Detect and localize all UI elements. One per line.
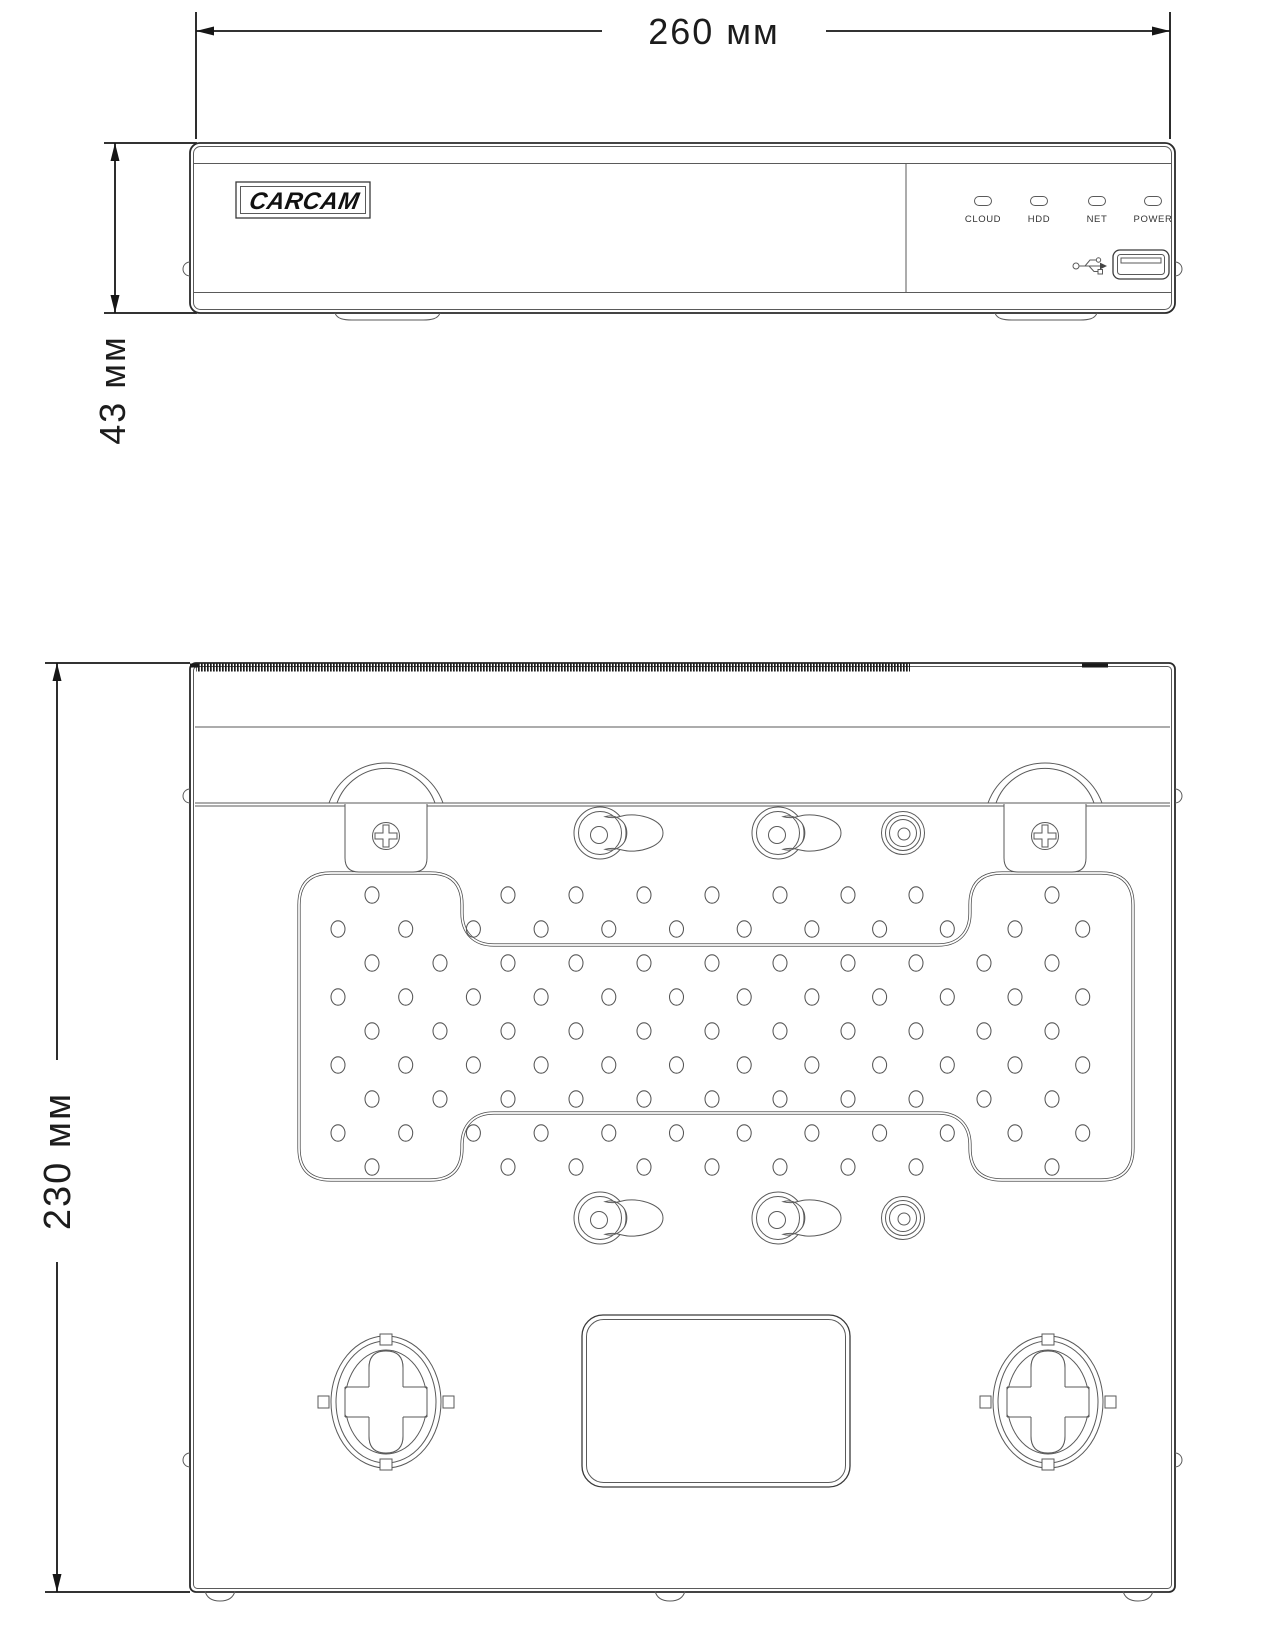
front-chassis-outline <box>190 143 1175 313</box>
arrowhead-down-icon <box>111 295 120 313</box>
left-edge-nub <box>183 789 190 803</box>
dimension-height <box>92 143 197 445</box>
dimension-depth <box>37 663 190 1592</box>
arrowhead-up-icon <box>53 663 62 681</box>
front-foot-right <box>995 313 1097 320</box>
right-edge-nub <box>1175 262 1182 276</box>
arrowhead-up-icon <box>111 143 120 161</box>
right-edge-nub <box>1175 789 1182 803</box>
led-label-hdd: HDD <box>1027 214 1051 225</box>
led-label-cloud: CLOUD <box>964 214 1002 225</box>
bottom-view <box>183 663 1182 1601</box>
width-dimension-label: 260 мм <box>648 11 780 52</box>
front-foot-left <box>335 313 440 320</box>
dimension-width <box>196 11 1170 139</box>
rear-edge-dash-right <box>1082 664 1108 668</box>
rear-edge-dash-left <box>190 664 198 668</box>
front-view <box>183 143 1182 320</box>
rear-vent-serration <box>196 664 910 672</box>
depth-dimension-label: 230 мм <box>37 1091 79 1231</box>
arrowhead-left-icon <box>196 27 214 36</box>
arrowhead-down-icon <box>53 1574 62 1592</box>
carcam-logo <box>236 182 370 218</box>
brand-logo-text: CARCAM <box>247 188 362 215</box>
right-edge-nub <box>1175 1453 1182 1467</box>
led-label-net: NET <box>1086 214 1108 225</box>
arrowhead-right-icon <box>1152 27 1170 36</box>
height-dimension-label: 43 мм <box>92 335 133 445</box>
left-edge-nub <box>183 262 190 276</box>
left-edge-nub <box>183 1453 190 1467</box>
led-label-power: POWER <box>1133 214 1173 225</box>
